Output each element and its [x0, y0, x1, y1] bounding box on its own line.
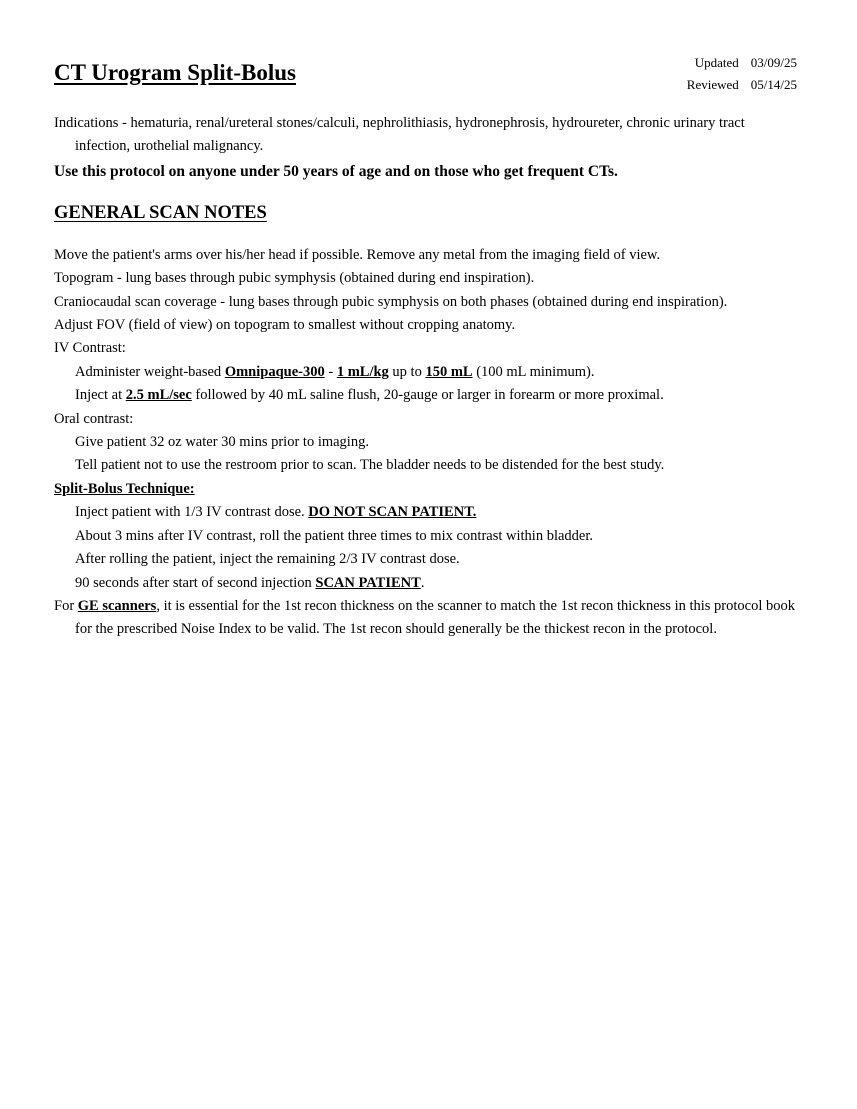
scan-note-topogram: Topogram - lung bases through pubic symphysis (obtained during end inspiration). [54, 270, 535, 287]
iv-contrast-label: IV Contrast: [54, 340, 126, 357]
page-title: CT Urogram Split-Bolus [54, 60, 296, 85]
iv-dose-mid: up to [388, 363, 426, 380]
oral-contrast-bladder-line: Tell patient not to use the restroom prior to scan. The bladder needs to be distended for the best study. [75, 457, 665, 474]
reviewed-row [687, 74, 797, 96]
split-step-4-text: 90 seconds after start of second injection [75, 574, 316, 591]
iv-dose-prefix: Administer weight-based [75, 363, 225, 380]
contrast-max-volume: 150 mL [425, 363, 473, 380]
section-heading-general-scan-notes: GENERAL SCAN NOTES [54, 202, 267, 223]
ge-scanner-note [54, 595, 799, 642]
reviewed-date: 05/14/25 [750, 77, 797, 92]
document-body [54, 112, 799, 642]
updated-label: Updated [694, 55, 739, 70]
scan-note-coverage: Craniocaudal scan coverage - lung bases through pubic symphysis on both phases (obtained during end inspiration). [54, 293, 728, 310]
ge-note-text: , it is essential for the 1st recon thickness on the scanner to match the 1st recon thickness in this protocol book for the prescribed Noise Index to be valid. The 1st recon should generally be the thickest recon in the protocol. [75, 597, 795, 638]
contrast-agent-name: Omnipaque-300 [224, 363, 325, 380]
injection-rate: 2.5 mL/sec [125, 387, 192, 404]
ge-note-prefix: For [54, 597, 78, 614]
reviewed-label: Reviewed [686, 77, 739, 92]
split-bolus-step-1 [54, 501, 799, 524]
scan-note-arms: Move the patient's arms over his/her head if possible. Remove any metal from the imaging field of view. [54, 246, 661, 263]
updated-row [687, 52, 797, 74]
iv-contrast-rate-line [54, 384, 799, 407]
iv-dose-separator: - [324, 363, 337, 380]
indications-paragraph: Indications - hematuria, renal/ureteral stones/calculi, nephrolithiasis, hydronephrosis, hydroureter, chronic urinary tract infection, urothelial malignancy. [54, 115, 745, 155]
split-bolus-step-2: About 3 mins after IV contrast, roll the patient three times to mix contrast within bladder. [75, 527, 593, 544]
scan-note-fov: Adjust FOV (field of view) on topogram to smallest without cropping anatomy. [54, 317, 516, 334]
split-bolus-step-3: After rolling the patient, inject the remaining 2/3 IV contrast dose. [75, 551, 460, 568]
iv-contrast-dose-line [54, 361, 799, 384]
split-bolus-heading: Split-Bolus Technique: [54, 480, 195, 497]
split-step-1-text: Inject patient with 1/3 IV contrast dose. [75, 504, 309, 521]
contrast-dose-per-kg: 1 mL/kg [336, 363, 389, 380]
scan-patient-instruction: SCAN PATIENT [315, 574, 421, 591]
updated-date: 03/09/25 [750, 55, 797, 70]
oral-contrast-water-line: Give patient 32 oz water 30 mins prior to imaging. [75, 434, 369, 451]
revision-info [687, 52, 797, 96]
iv-rate-prefix: Inject at [75, 387, 126, 404]
iv-rate-suffix: followed by 40 mL saline flush, 20-gauge or larger in forearm or more proximal. [191, 387, 664, 404]
split-step-4-suffix: . [420, 574, 425, 591]
do-not-scan-warning: DO NOT SCAN PATIENT. [308, 504, 477, 521]
oral-contrast-label: Oral contrast: [54, 410, 134, 427]
protocol-note: Use this protocol on anyone under 50 years of age and on those who get frequent CTs. [54, 162, 618, 180]
split-bolus-step-4 [54, 572, 799, 595]
iv-dose-suffix: (100 mL minimum). [472, 363, 595, 380]
ge-scanners-emphasis: GE scanners [77, 597, 157, 614]
